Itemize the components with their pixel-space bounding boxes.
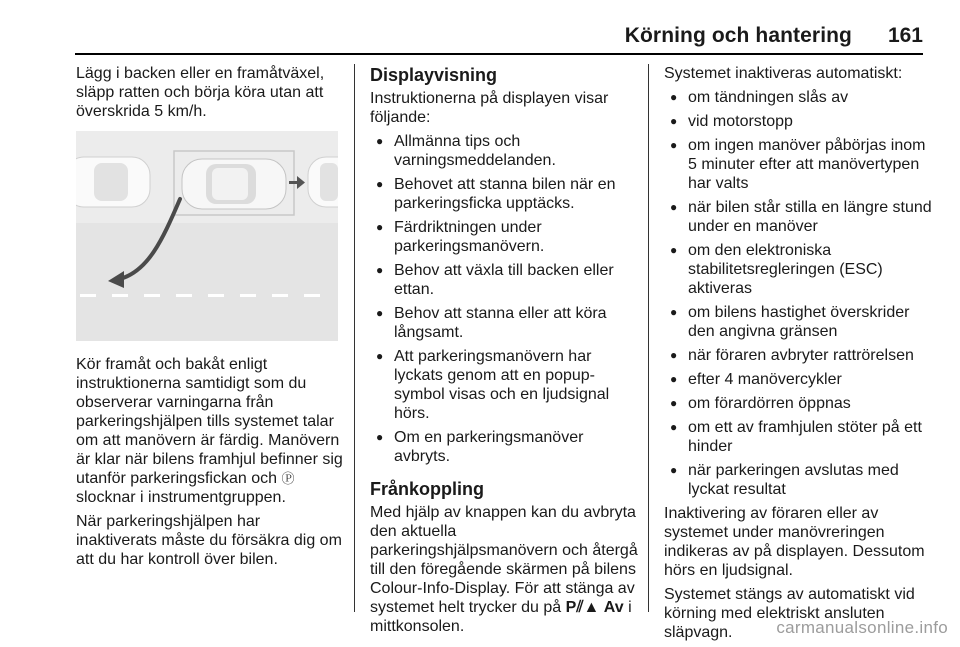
watermark: carmanualsonline.info bbox=[776, 618, 948, 637]
list-item: ● när föraren avbryter rattrörelsen bbox=[664, 346, 934, 365]
header-divider bbox=[75, 53, 923, 55]
list-item: ● om tändningen slås av bbox=[664, 88, 934, 107]
list-item: ● Behov att växla till backen eller ettan. bbox=[370, 261, 638, 299]
parking-diagram bbox=[76, 131, 338, 341]
list-item: ● Färdriktningen under parkeringsmanövern. bbox=[370, 218, 638, 256]
parked-car-left-icon bbox=[76, 157, 150, 207]
list-item: ● om förardörren öppnas bbox=[664, 394, 934, 413]
parking-assist-button-icon: P⫽▲ bbox=[565, 599, 600, 616]
column-1 bbox=[76, 64, 344, 574]
parking-illustration bbox=[76, 131, 338, 341]
list-item: ● när bilen står stilla en längre stund under en manöver bbox=[664, 198, 934, 236]
instruction-paragraph-2: Kör framåt och bakåt enligt instruktionerna samtidigt som du observerar varningarna från parkeringshjälpen tills systemet talar om att manövern är färdig. Manövern är klar när bilens framhjul befinner sig utanför parkeringsfickan och Ⓟ slocknar i instrumentgruppen. bbox=[76, 356, 343, 506]
page-title: Körning och hantering bbox=[624, 24, 852, 47]
disconnect-paragraph: Med hjälp av knappen kan du avbryta den aktuella parkeringshjälpsmanövern och återgå till den föregående skärmen på bilens Colour-Info-Display. För att stänga av systemet helt trycker du på P⫽▲ Av i mittkonsolen. bbox=[370, 504, 638, 635]
instruction-paragraph-1: Lägg i backen eller en framåtväxel, släpp ratten och börja köra utan att överskrida 5 km/h. bbox=[76, 65, 325, 120]
list-item: ● Behovet att stanna bilen när en parkeringsficka upptäcks. bbox=[370, 175, 638, 213]
column-divider-1 bbox=[354, 64, 355, 612]
parked-car-right-icon bbox=[308, 157, 338, 207]
own-car-icon bbox=[182, 159, 286, 209]
auto-deactivation-list bbox=[664, 88, 934, 499]
list-item: ● Att parkeringsmanövern har lyckats genom att en popup-symbol visas och en ljudsignal hörs. bbox=[370, 347, 638, 423]
parking-assist-icon: Ⓟ bbox=[281, 471, 295, 486]
list-item: ● Om en parkeringsmanöver avbryts. bbox=[370, 428, 638, 466]
list-item: ● Behov att stanna eller att köra långsamt. bbox=[370, 304, 638, 342]
auto-deactivation-intro: Systemet inaktiveras automatiskt: bbox=[664, 65, 903, 82]
list-item: ● efter 4 manövercykler bbox=[664, 370, 934, 389]
list-item: ● om bilens hastighet överskrider den angivna gränsen bbox=[664, 303, 934, 341]
column-2 bbox=[370, 64, 638, 641]
page-header bbox=[0, 0, 960, 52]
section-heading-display: Displayvisning bbox=[370, 65, 498, 85]
instruction-paragraph-3: När parkeringshjälpen har inaktiverats måste du försäkra dig om att du har kontroll över bilen. bbox=[76, 513, 342, 568]
page-number: 161 bbox=[887, 24, 923, 47]
list-item: ● om ett av framhjulen stöter på ett hinder bbox=[664, 418, 934, 456]
list-item: ● om den elektroniska stabilitetsregleringen (ESC) aktiveras bbox=[664, 241, 934, 298]
display-bullet-list bbox=[370, 132, 638, 466]
display-intro: Instruktionerna på displayen visar följande: bbox=[370, 90, 609, 126]
off-button-label: Av bbox=[603, 599, 624, 616]
list-item: ● när parkeringen avslutas med lyckat resultat bbox=[664, 461, 934, 499]
column-3 bbox=[664, 64, 934, 647]
column-divider-2 bbox=[648, 64, 649, 612]
list-item: ● vid motorstopp bbox=[664, 112, 934, 131]
list-item: ● om ingen manöver påbörjas inom 5 minuter efter att manövertypen har valts bbox=[664, 136, 934, 193]
list-item: ● Allmänna tips och varningsmeddelanden. bbox=[370, 132, 638, 170]
section-heading-disconnect: Frånkoppling bbox=[370, 479, 484, 499]
deactivation-paragraph-1: Inaktivering av föraren eller av systemet under manövreringen indikeras av på displayen. Dessutom hörs en ljudsignal. bbox=[664, 505, 925, 579]
deactivation-paragraph-2: Systemet stängs av automatiskt vid körning med elektriskt ansluten släpvagn. bbox=[664, 586, 915, 641]
